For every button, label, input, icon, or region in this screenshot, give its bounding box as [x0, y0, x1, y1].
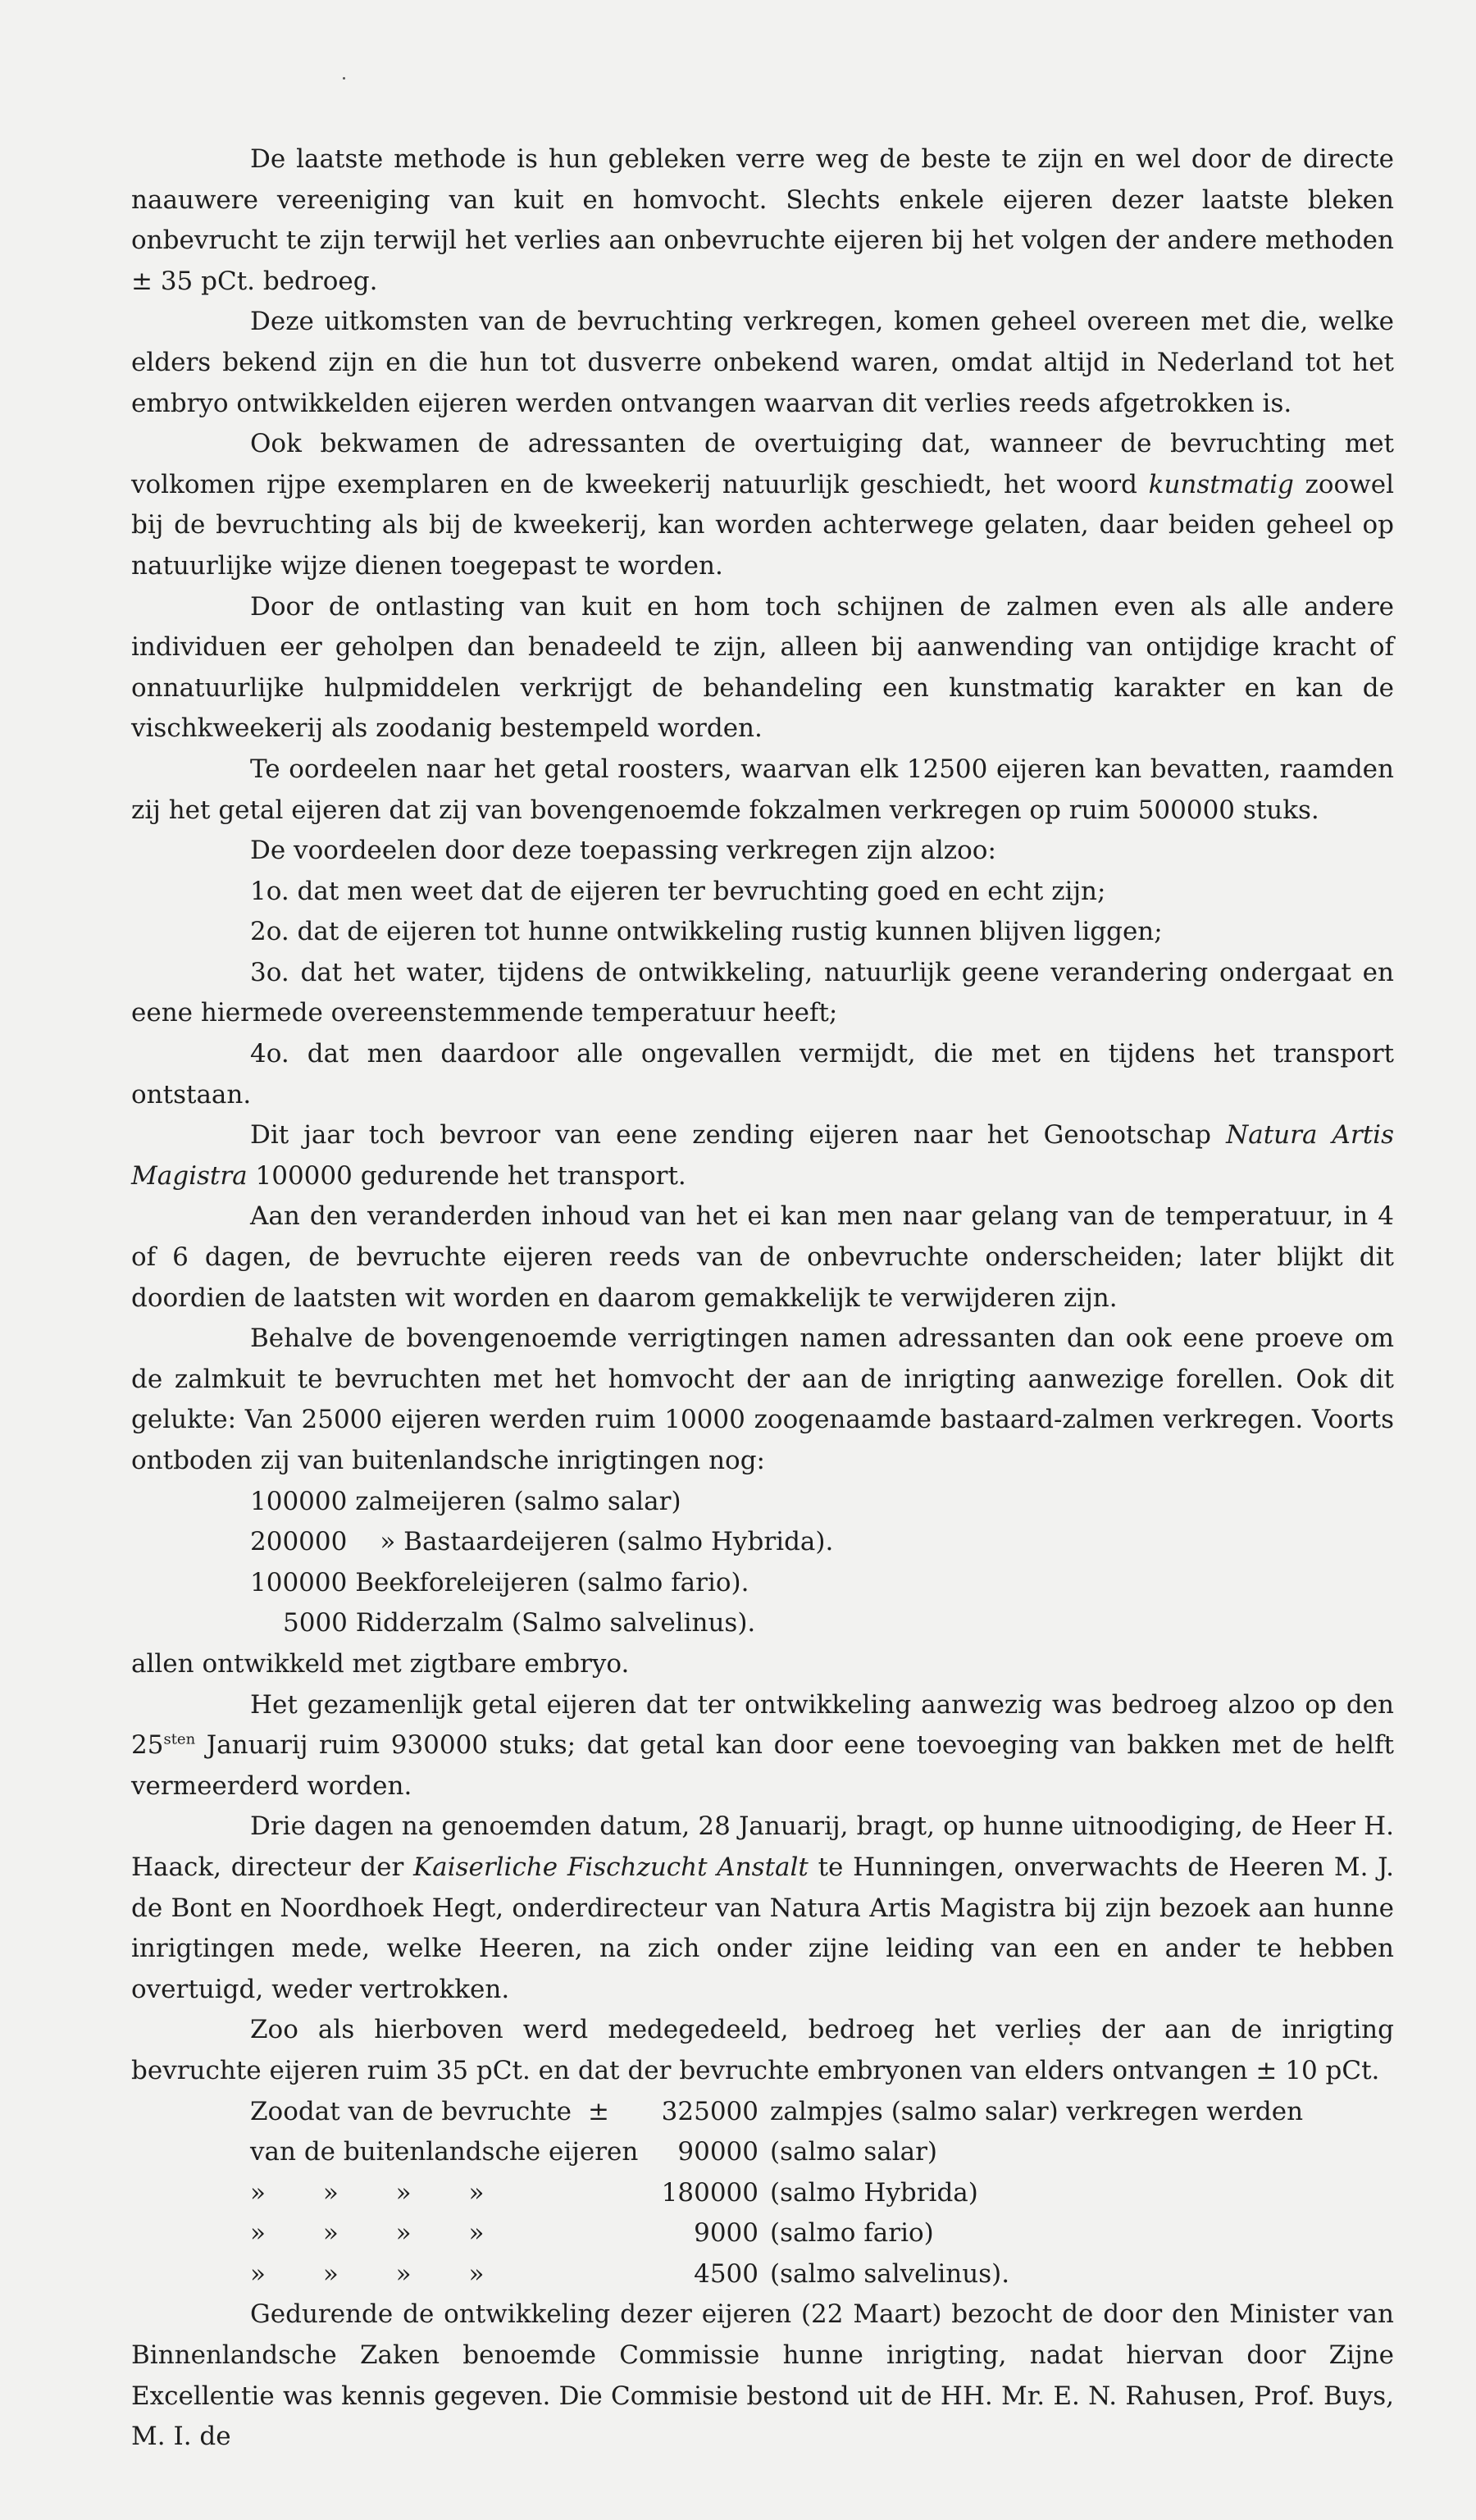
- summary-row: » » » » 9000 (salmo fario): [250, 2218, 934, 2249]
- list-item: 1o. dat men weet dat de eijeren ter bevruchting goed en echt zijn;: [250, 876, 1106, 906]
- paragraph: Dit jaar toch bevroor van eene zending eijeren naar het Genootschap Natura Artis Magistra 100000 gedurende het transport.: [131, 1120, 1395, 1191]
- list-item: 4o. dat men daardoor alle ongevallen vermijdt, die met en tijdens het transport ontstaan.: [131, 1039, 1394, 1110]
- paragraph: Zoo als hierboven werd medegedeeld, bedroeg het verlies der aan de inrigting bevruchte eijeren ruim 35 pCt. en dat der bevruchte embryonen van elders ontvangen ± 10 pCt.: [131, 2015, 1394, 2085]
- list-row: 100000 zalmeijeren (salmo salar): [250, 1486, 681, 1516]
- list-row: 200000 » Bastaardeijeren (salmo Hybrida).: [250, 1527, 834, 1557]
- paragraph: allen ontwikkeld met zigtbare embryo.: [131, 1648, 630, 1679]
- paragraph: Door de ontlasting van kuit en hom toch schijnen de zalmen even als alle andere individuen eer geholpen dan benadeeld te zijn, alleen bij aanwending van ontijdige kracht of onnatuurlijke hulpmiddelen verkrijgt de behandeling een kunstmatig karakter en kan de vischkweekerij als zoodanig bestempeld worden.: [131, 591, 1394, 744]
- summary-row: » » » » 4500 (salmo salvelinus).: [250, 2258, 1010, 2289]
- imports-list: [131, 1482, 1394, 1644]
- summary-table: [131, 2092, 1394, 2295]
- paragraph: Ook bekwamen de adressanten de overtuiging dat, wanneer de bevruchting met volkomen rijpe exemplaren en de kweekerij natuurlijk geschiedt, het woord kunstmatig zoowel bij de bevruchting als bij de kweekerij, kan worden achterwege gelaten, daar beiden geheel op natuurlijke wijze dienen toegepast te worden.: [131, 429, 1395, 581]
- summary-row: Zoodat van de bevruchte ± 325000 zalmpjes (salmo salar) verkregen werden: [250, 2096, 1304, 2126]
- list-item: 3o. dat het water, tijdens de ontwikkeling, natuurlijk geene verandering ondergaat en eene hiermede overeenstemmende temperatuur heeft;: [131, 957, 1394, 1028]
- emphasis: Natura Artis Magistra: [131, 1120, 1395, 1191]
- emphasis: kunstmatig: [1148, 469, 1294, 499]
- emphasis: Kaiserliche Fischzucht Anstalt: [413, 1852, 809, 1882]
- paragraph: Het gezamenlijk getal eijeren dat ter ontwikkeling aanwezig was bedroeg alzoo op den $25^{sten}$ Januarij ruim 930000 stuks; dat getal kan door eene toevoeging van bakken met de helft vermeerderd worden.: [131, 1689, 1394, 1801]
- paragraph: Aan den veranderden inhoud van het ei kan men naar gelang van de temperatuur, in 4 of 6 dagen, de bevruchte eijeren reeds van de onbevruchte onderscheiden; later blijkt dit doordien de laatsten wit worden en daarom gemakkelijk te verwijderen zijn.: [131, 1201, 1394, 1313]
- paragraph: Deze uitkomsten van de bevruchting verkregen, komen geheel overeen met die, welke elders bekend zijn en die hun tot dusverre onbekend waren, omdat altijd in Nederland tot het embryo ontwikkelden eijeren werden ontvangen waarvan dit verlies reeds afgetrokken is.: [131, 307, 1394, 418]
- list-item: 2o. dat de eijeren tot hunne ontwikkeling rustig kunnen blijven liggen;: [250, 917, 1163, 947]
- paragraph: Gedurende de ontwikkeling dezer eijeren (22 Maart) bezocht de door den Minister van Binnenlandsche Zaken benoemde Commissie hunne inrigting, nadat hiervan door Zijne Excellentie was kennis gegeven. Die Commisie bestond uit de HH. Mr. E. N. Rahusen, Prof. Buys, M. I. de: [131, 2299, 1394, 2452]
- summary-row: » » » » 180000 (salmo Hybrida): [250, 2177, 978, 2208]
- summary-row: van de buitenlandsche eijeren 90000 (salmo salar): [250, 2137, 938, 2167]
- paragraph: Te oordeelen naar het getal roosters, waarvan elk 12500 eijeren kan bevatten, raamden zij het getal eijeren dat zij van bovengenoemde fokzalmen verkregen op ruim 500000 stuks.: [131, 754, 1394, 825]
- list-row: 5000 Ridderzalm (Salmo salvelinus).: [283, 1608, 756, 1638]
- paragraph: De voordeelen door deze toepassing verkregen zijn alzoo:: [250, 836, 996, 866]
- body-text: [131, 139, 1394, 2458]
- paragraph: Drie dagen na genoemden datum, 28 Januarij, bragt, op hunne uitnoodiging, de Heer H. Haack, directeur der Kaiserliche Fischzucht Anstalt te Hunningen, onverwachts de Heeren M. J. de Bont en Noordhoek Hegt, onderdirecteur van Natura Artis Magistra bij zijn bezoek aan hunne inrigtingen mede, welke Heeren, na zich onder zijne leiding van een en ander te hebben overtuigd, weder vertrokken.: [131, 1811, 1395, 2004]
- list-row: 100000 Beekforeleijeren (salmo fario).: [250, 1567, 749, 1597]
- paragraph: De laatste methode is hun gebleken verre weg de beste te zijn en wel door de directe naauwere vereeniging van kuit en homvocht. Slechts enkele eijeren dezer laatste bleken onbevrucht te zijn terwijl het verlies aan onbevruchte eijeren bij het volgen der andere methoden ± 35 pCt. bedroeg.: [131, 144, 1394, 296]
- ink-speck: [343, 77, 345, 80]
- paragraph: Behalve de bovengenoemde verrigtingen namen adressanten dan ook eene proeve om de zalmkuit te bevruchten met het homvocht der aan de inrigting aanwezige forellen. Ook dit gelukte: Van 25000 eijeren werden ruim 10000 zoogenaamde bastaard-zalmen verkregen. Voorts ontboden zij van buitenlandsche inrigtingen nog:: [131, 1324, 1394, 1475]
